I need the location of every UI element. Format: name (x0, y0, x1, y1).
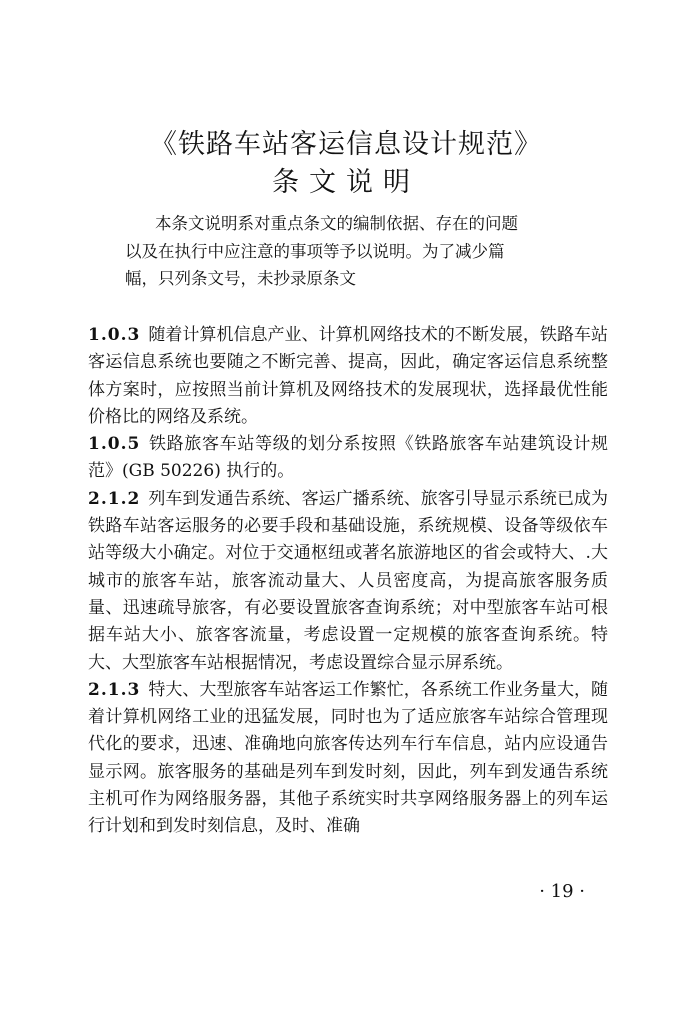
intro-line: 以及在执行中应注意的事项等予以说明。为了减少篇 (125, 241, 505, 261)
clause-1-0-5 (88, 431, 608, 486)
clause-number: 2.1.2 (88, 488, 141, 509)
clause-text: 随着计算机信息产业、计算机网络技术的不断发展，铁路车站客运信息系统也要随之不断完善、提高，因此，确定客运信息系统整体方案时，应按照当前计算机及网络技术的发展现状，选择最优性能价格比的网络及系统。 (88, 325, 608, 427)
intro-line: 幅，只列条文号，未抄录原条文 (125, 269, 356, 288)
clause-2-1-3 (88, 677, 608, 841)
clause-number: 1.0.3 (88, 325, 141, 345)
clause-number: 2.1.3 (88, 679, 141, 700)
clause-number: 1.0.5 (88, 434, 141, 455)
document-title: 《铁路车站客运信息设计规范》 (150, 129, 542, 160)
clause-text: 列车到发通告系统、客运广播系统、旅客引导显示系统已成为铁路车站客运服务的必要手段和基础设施，系统规模、设备等级依车站等级大小确定。对位于交通枢纽或著名旅游地区的省会或特大、.大城市的旅客车站，旅客流动量大、人员密度高，为提高旅客服务质量、迅速疏导旅客，有必要设置旅客查询系统；对中型旅客车站可根据车站大小、旅客客流量，考虑设置一定规模的旅客查询系统。特大、大型旅客车站根据情况，考虑设置综合显示屏系统。 (88, 488, 608, 673)
document-subtitle: 条文说明 (272, 167, 420, 198)
clause-text: 铁路旅客车站等级的划分系按照《铁路旅客车站建筑设计规范》(GB 50226) 执行的。 (88, 434, 608, 482)
clause-2-1-2 (88, 486, 608, 677)
intro-note (125, 210, 575, 293)
clause-list (88, 322, 608, 841)
page-number: · 19 · (539, 881, 585, 902)
intro-line: 本条文说明系对重点条文的编制依据、存在的问题 (155, 214, 518, 233)
clause-text: 特大、大型旅客车站客运工作繁忙，各系统工作业务量大，随着计算机网络工业的迅猛发展，同时也为了适应旅客车站综合管理现代化的要求，迅速、准确地向旅客传达列车行车信息，站内应设通告显示网。旅客服务的基础是列车到发时刻，因此，列车到发通告系统主机可作为网络服务器，其他子系统实时共享网络服务器上的列车运行计划和到发时刻信息，及时、准确 (88, 679, 608, 837)
clause-1-0-3 (88, 322, 608, 431)
